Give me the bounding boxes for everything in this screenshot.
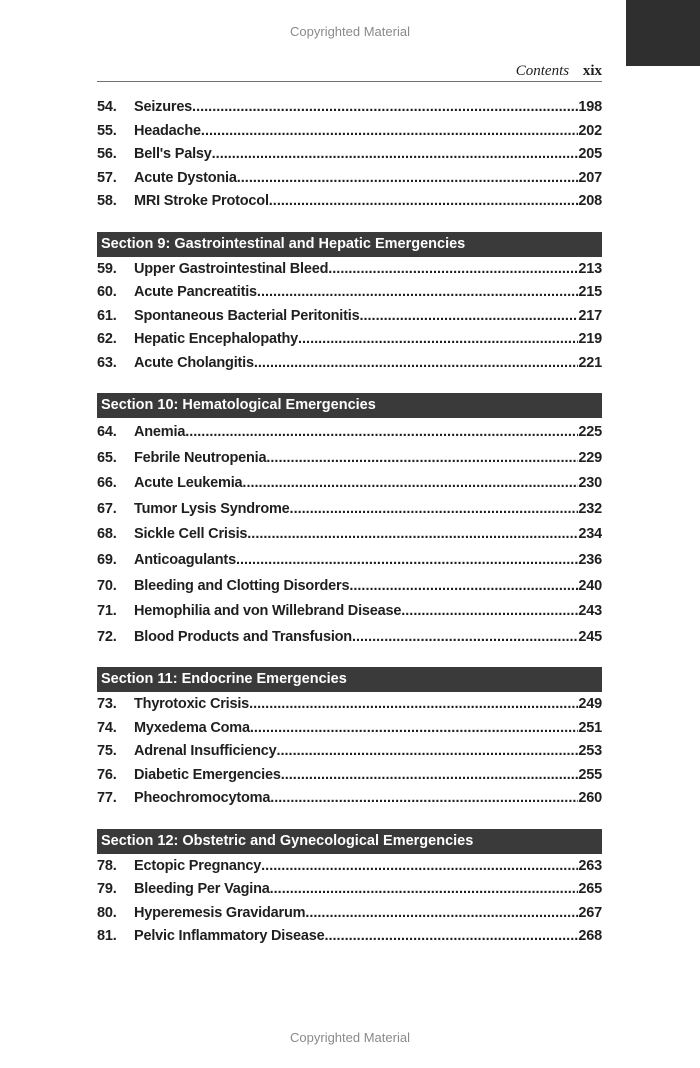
toc-entry[interactable]: 62. Hepatic Encephalopathy ..... 219 (97, 331, 602, 355)
toc-entry[interactable]: 69. Anticoagulants ..... 236 (97, 552, 602, 578)
toc-entry[interactable]: 57. Acute Dystonia ..... 207 (97, 170, 602, 194)
toc-entry[interactable]: 70. Bleeding and Clotting Disorders ..... 240 (97, 578, 602, 604)
toc-entry[interactable]: 71. Hemophilia and von Willebrand Disease ..... 243 (97, 603, 602, 629)
toc-entry[interactable]: 67. Tumor Lysis Syndrome ..... 232 (97, 501, 602, 527)
running-header-page-number: xix (582, 63, 602, 79)
toc-entry[interactable]: 64. Anemia ..... 225 (97, 424, 602, 450)
toc-group-section-12 (97, 829, 602, 952)
toc-entry[interactable]: 66. Acute Leukemia ..... 230 (97, 475, 602, 501)
toc-entry[interactable]: 77. Pheochromocytoma ..... 260 (97, 790, 602, 814)
copyright-notice-top: Copyrighted Material (290, 24, 410, 39)
copyright-notice-bottom: Copyrighted Material (290, 1030, 410, 1045)
toc-entry[interactable]: 78. Ectopic Pregnancy ..... 263 (97, 858, 602, 882)
toc-group-section-10 (97, 393, 602, 654)
table-of-contents (97, 99, 602, 952)
section-heading-bar: Section 9: Gastrointestinal and Hepatic Emergencies (97, 232, 602, 257)
toc-entry[interactable]: 55. Headache ..... 202 (97, 123, 602, 147)
toc-entry[interactable]: 73. Thyrotoxic Crisis ..... 249 (97, 696, 602, 720)
toc-group-neurology-continued (97, 99, 602, 217)
section-heading-bar: Section 12: Obstetric and Gynecological Emergencies (97, 829, 602, 854)
toc-group-section-11 (97, 667, 602, 814)
toc-entry[interactable]: 60. Acute Pancreatitis ..... 215 (97, 284, 602, 308)
toc-entry[interactable]: 74. Myxedema Coma ..... 251 (97, 720, 602, 744)
toc-entry[interactable]: 58. MRI Stroke Protocol ..... 208 (97, 193, 602, 217)
toc-entry[interactable]: 65. Febrile Neutropenia ..... 229 (97, 450, 602, 476)
toc-entry[interactable]: 76. Diabetic Emergencies ..... 255 (97, 767, 602, 791)
toc-entry[interactable]: 80. Hyperemesis Gravidarum ..... 267 (97, 905, 602, 929)
toc-entry[interactable]: 59. Upper Gastrointestinal Bleed ..... 213 (97, 261, 602, 285)
running-header (97, 63, 602, 82)
toc-entry[interactable]: 75. Adrenal Insufficiency ..... 253 (97, 743, 602, 767)
toc-group-section-9 (97, 232, 602, 379)
toc-entry[interactable]: 63. Acute Cholangitis ..... 221 (97, 355, 602, 379)
toc-entry[interactable]: 79. Bleeding Per Vagina ..... 265 (97, 881, 602, 905)
section-heading-bar: Section 10: Hematological Emergencies (97, 393, 602, 418)
toc-entry[interactable]: 81. Pelvic Inflammatory Disease ..... 268 (97, 928, 602, 952)
section-heading-bar: Section 11: Endocrine Emergencies (97, 667, 602, 692)
toc-entry[interactable]: 72. Blood Products and Transfusion ..... 245 (97, 629, 602, 655)
toc-entry[interactable]: 68. Sickle Cell Crisis ..... 234 (97, 526, 602, 552)
toc-entry[interactable]: 54. Seizures ..... 198 (97, 99, 602, 123)
toc-entry[interactable]: 61. Spontaneous Bacterial Peritonitis ..... 217 (97, 308, 602, 332)
toc-entry[interactable]: 56. Bell's Palsy ..... 205 (97, 146, 602, 170)
running-header-title: Contents (515, 63, 570, 79)
